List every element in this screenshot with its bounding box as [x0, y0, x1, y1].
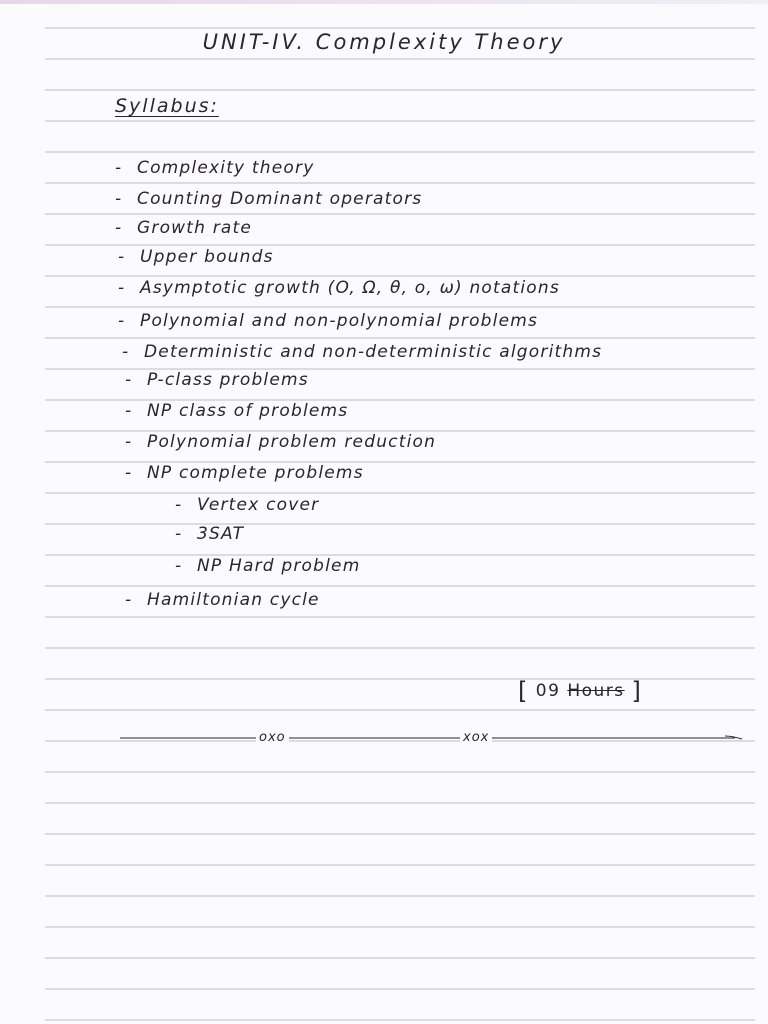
dash-marker: -: [125, 401, 133, 421]
syllabus-item: [115, 189, 422, 209]
syllabus-subitem: [175, 524, 244, 544]
syllabus-subitem: [175, 556, 360, 576]
syllabus-item: [125, 370, 309, 390]
dash-marker: -: [125, 463, 133, 483]
syllabus-item-text: Complexity theory: [137, 158, 315, 178]
syllabus-item: [115, 158, 314, 178]
syllabus-item-text: Upper bounds: [140, 247, 274, 267]
dash-marker: -: [118, 311, 126, 331]
syllabus-item-text: Deterministic and non-deterministic algorithms: [144, 342, 603, 362]
dash-marker: -: [175, 556, 183, 576]
syllabus-item: [118, 311, 538, 331]
syllabus-item-text: Counting Dominant operators: [137, 189, 423, 209]
dash-marker: -: [118, 247, 126, 267]
dash-marker: -: [115, 158, 123, 178]
dash-marker: -: [115, 218, 123, 238]
syllabus-item: [125, 401, 348, 421]
syllabus-item-text: NP complete problems: [147, 463, 364, 483]
dash-marker: -: [125, 370, 133, 390]
syllabus-item-text: Vertex cover: [197, 495, 320, 515]
syllabus-item: [118, 247, 274, 267]
syllabus-item-text: Growth rate: [137, 218, 253, 238]
syllabus-item: [118, 278, 560, 298]
syllabus-item-text: Polynomial problem reduction: [147, 432, 437, 452]
dash-marker: -: [175, 495, 183, 515]
syllabus-item: [125, 432, 436, 452]
hours-close-bracket: ]: [631, 677, 643, 705]
end-of-unit-rule: [120, 726, 745, 750]
dash-marker: -: [118, 278, 126, 298]
page-title: UNIT-IV. Complexity Theory: [202, 30, 566, 54]
syllabus-item-text: Hamiltonian cycle: [147, 590, 320, 610]
syllabus-item-text: P-class problems: [147, 370, 309, 390]
syllabus-item: [125, 463, 364, 483]
syllabus-item-text: NP class of problems: [147, 401, 349, 421]
dash-marker: -: [122, 342, 130, 362]
syllabus-item-text: Polynomial and non-polynomial problems: [140, 311, 539, 331]
syllabus-item-text: 3SAT: [197, 524, 245, 544]
end-mark-right: xox: [460, 730, 492, 745]
dash-marker: -: [175, 524, 183, 544]
hours-note: [518, 677, 642, 705]
hours-label: Hours: [567, 681, 625, 701]
syllabus-item-text: NP Hard problem: [197, 556, 361, 576]
syllabus-item-text: Asymptotic growth (O, Ω, θ, o, ω) notations: [140, 278, 560, 298]
dash-marker: -: [125, 590, 133, 610]
dash-marker: -: [125, 432, 133, 452]
hours-open-bracket: [: [518, 677, 529, 705]
dash-marker: -: [115, 189, 123, 209]
syllabus-item: [122, 342, 602, 362]
hours-value: 09: [535, 681, 561, 701]
end-mark-left: oxo: [256, 730, 289, 745]
syllabus-heading: Syllabus:: [115, 95, 219, 117]
syllabus-subitem: [175, 495, 319, 515]
syllabus-item: [115, 218, 252, 238]
syllabus-item: [125, 590, 320, 610]
